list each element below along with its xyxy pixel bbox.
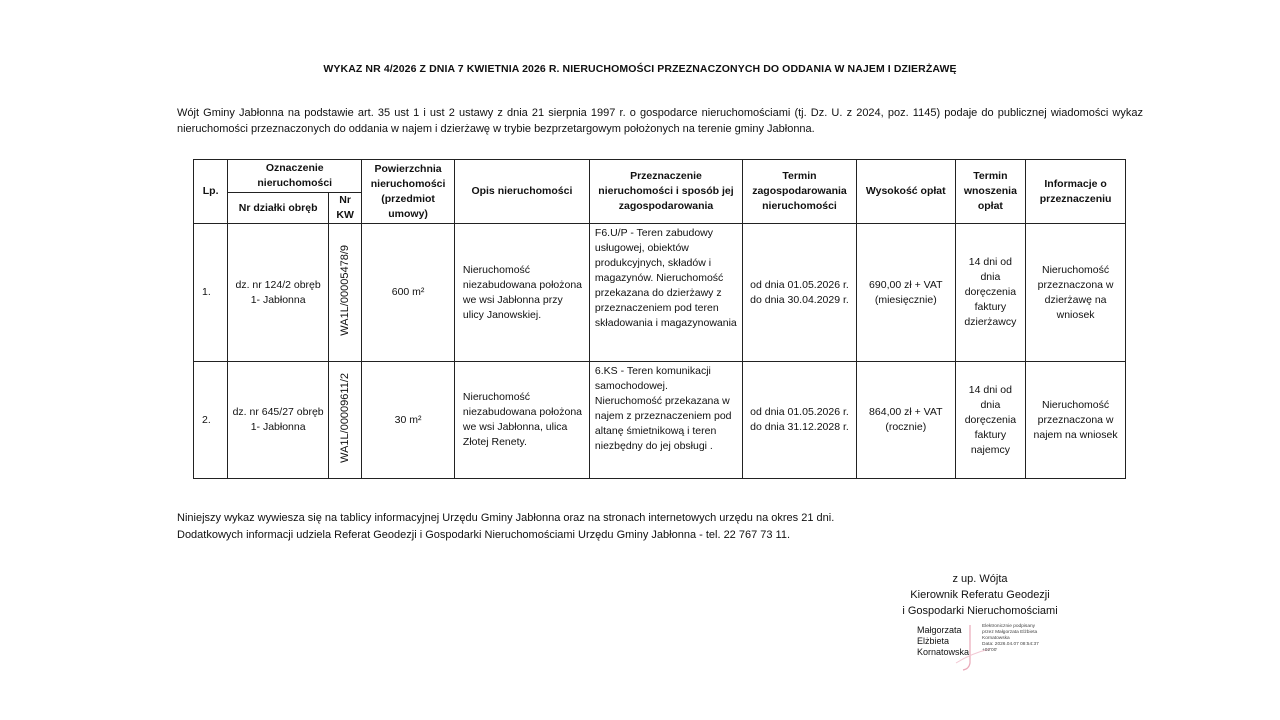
signatory-block (880, 571, 1080, 619)
signer-name-line: Elżbieta (917, 636, 950, 646)
header-lp: Lp. (194, 160, 228, 224)
signature-detail-line: +02'00' (982, 648, 998, 653)
header-nr-dzialki: Nr działki obręb (228, 193, 329, 224)
row-wnoszenie: 14 dni od dnia doręczenia faktury dzierżawcy (955, 224, 1026, 362)
footer-notes (177, 510, 834, 544)
signature-detail-line: Kornatowska (982, 636, 1010, 641)
row-dzialka: dz. nr 645/27 obręb 1- Jabłonna (228, 362, 329, 479)
header-opis: Opis nieruchomości (454, 160, 589, 224)
signatory-line: i Gospodarki Nieruchomościami (902, 605, 1058, 617)
table-row (194, 224, 1126, 362)
signer-name (917, 625, 969, 658)
electronic-signature (900, 623, 1090, 671)
row-powierzchnia: 30 m² (362, 362, 455, 479)
property-table (193, 159, 1126, 479)
row-przeznaczenie: F6.U/P - Teren zabudowy usługowej, obiektów produkcyjnych, składów i magazynów. Nieruchomość przekazana do dzierżawy z przeznaczeniem pod teren składowania i magazynowania (589, 224, 742, 362)
header-informacje: Informacje o przeznaczeniu (1026, 160, 1126, 224)
row-informacje: Nieruchomość przeznaczona w najem na wniosek (1026, 362, 1126, 479)
row-kw: WA1L/00005478/9 (338, 244, 351, 336)
row-informacje: Nieruchomość przeznaczona w dzierżawę na wniosek (1026, 224, 1126, 362)
header-oznaczenie: Oznaczenie nieruchomości (228, 160, 362, 193)
row-kw: WA1L/00009611/2 (338, 372, 351, 463)
row-przeznaczenie: 6.KS - Teren komunikacji samochodowej. Nieruchomość przekazana w najem z przeznaczeniem pod altanę śmietnikową i teren niezbędny do jej obsługi . (589, 362, 742, 479)
row-lp: 2. (194, 362, 228, 479)
row-lp: 1. (194, 224, 228, 362)
footer-line: Dodatkowych informacji udziela Referat Geodezji i Gospodarki Nieruchomościami Urzędu Gminy Jabłonna - tel. 22 767 73 11. (177, 529, 791, 541)
header-termin-wnoszenia: Termin wnoszenia opłat (955, 160, 1026, 224)
signature-detail-line: Elektronicznie podpisany (982, 624, 1036, 629)
footer-line: Niniejszy wykaz wywiesza się na tablicy informacyjnej Urzędu Gminy Jabłonna oraz na stronach internetowych urzędu na okres 21 dni. (177, 512, 835, 524)
row-oplata: 864,00 zł + VAT (rocznie) (856, 362, 955, 479)
header-wysokosc-oplat: Wysokość opłat (856, 160, 955, 224)
document-title: WYKAZ NR 4/2026 Z DNIA 7 KWIETNIA 2026 R. NIERUCHOMOŚCI PRZEZNACZONYCH DO ODDANIA W NAJEM I DZIERŻAWĘ (323, 63, 957, 75)
header-nr-kw: Nr KW (329, 193, 362, 224)
row-opis: Nieruchomość niezabudowana położona we wsi Jabłonna, ulica Złotej Renety. (454, 362, 589, 479)
row-opis: Nieruchomość niezabudowana położona we wsi Jabłonna przy ulicy Janowskiej. (454, 224, 589, 362)
header-przeznaczenie: Przeznaczenie nieruchomości i sposób jej zagospodarowania (589, 160, 742, 224)
table-header-row (194, 160, 1126, 193)
signer-name-line: Kornatowska (917, 647, 970, 657)
row-dzialka: dz. nr 124/2 obręb 1- Jabłonna (228, 224, 329, 362)
signature-detail-line: Data: 2026.04.07 08:54:37 (982, 642, 1039, 647)
header-powierzchnia: Powierzchnia nieruchomości (przedmiot umowy) (362, 160, 455, 224)
row-oplata: 690,00 zł + VAT (miesięcznie) (856, 224, 955, 362)
header-termin-zagospodarowania: Termin zagospodarowania nieruchomości (743, 160, 857, 224)
row-kw-cell (329, 224, 362, 362)
row-termin: od dnia 01.05.2026 r. do dnia 30.04.2029 r. (743, 224, 857, 362)
signer-name-line: Małgorzata (917, 625, 962, 635)
row-termin: od dnia 01.05.2026 r. do dnia 31.12.2028 r. (743, 362, 857, 479)
table-row (194, 362, 1126, 479)
signatory-line: Kierownik Referatu Geodezji (910, 589, 1050, 601)
signature-details (982, 624, 1092, 654)
row-kw-cell (329, 362, 362, 479)
intro-paragraph: Wójt Gminy Jabłonna na podstawie art. 35 ust 1 i ust 2 ustawy z dnia 21 sierpnia 1997 r. o gospodarce nieruchomościami (tj. Dz. U. z 2024, poz. 1145) podaje do publicznej wiadomości wykaz nieruchomości przeznaczonych do oddania w najem i dzierżawę w trybie bezprzetargowym położonych na terenie gminy Jabłonna. (177, 107, 1143, 135)
signatory-line: z up. Wójta (952, 573, 1008, 585)
row-wnoszenie: 14 dni od dnia doręczenia faktury najemcy (955, 362, 1026, 479)
row-powierzchnia: 600 m² (362, 224, 455, 362)
signature-detail-line: przez Małgorzata Elżbieta (982, 630, 1038, 635)
